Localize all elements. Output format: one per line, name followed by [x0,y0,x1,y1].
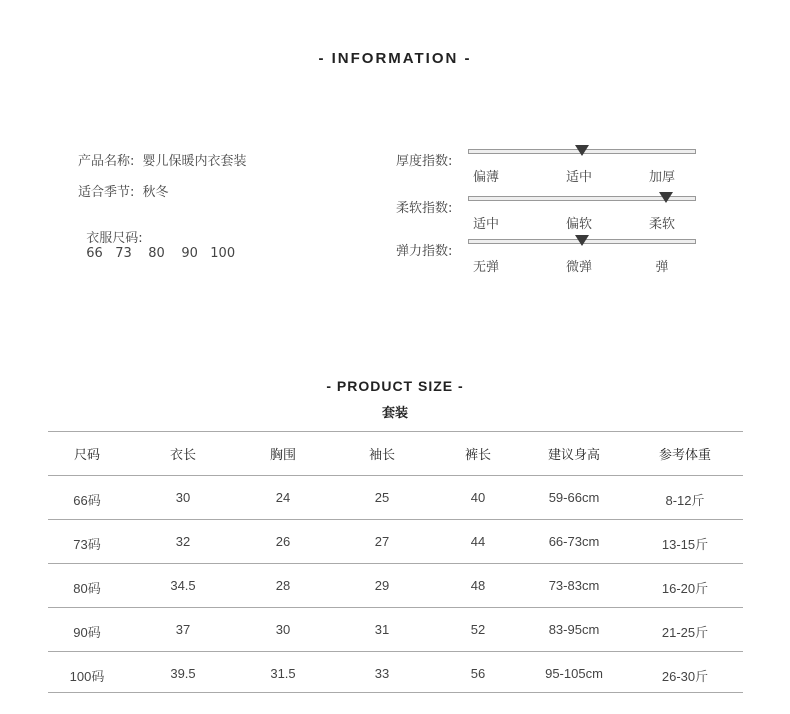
index-marker [659,192,673,203]
index-label: 厚度指数: [396,154,453,169]
product-name-label: 产品名称: [78,154,135,169]
table-cell: 31 [374,622,390,637]
table-cell: 26-30斤 [661,669,709,684]
table-cell: 28 [275,578,291,593]
table-divider [48,519,743,520]
table-header-cell: 参考体重 [658,447,711,462]
sizes-label: 衣服尺码: [86,231,143,246]
table-cell: 31.5 [270,666,296,681]
table-divider [48,692,743,693]
table-cell: 34.5 [170,578,196,593]
index-marker [575,235,589,246]
table-cell: 44 [470,534,486,549]
product-size-subtitle: 套装 [381,406,408,421]
table-cell: 83-95cm [548,622,600,637]
table-cell: 59-66cm [548,490,600,505]
table-divider [48,563,743,564]
index-option: 偏软 [565,217,592,232]
table-cell: 48 [470,578,486,593]
table-cell: 73-83cm [548,578,600,593]
table-cell: 24 [275,490,291,505]
product-size-title: - PRODUCT SIZE - [326,378,464,394]
index-option: 适中 [565,170,592,185]
table-cell: 37 [175,622,191,637]
table-cell: 95-105cm [545,666,603,681]
table-cell: 66-73cm [548,534,600,549]
table-cell: 30 [175,490,191,505]
table-cell: 8-12斤 [665,493,705,508]
table-cell: 32 [175,534,191,549]
season-value: 秋冬 [142,185,169,200]
table-header-cell: 胸围 [269,447,296,462]
table-divider [48,651,743,652]
table-cell: 16-20斤 [661,581,709,596]
index-option: 弹 [655,260,669,275]
table-cell: 66码 [73,493,101,508]
sizes-value: 66 73 80 90 100 [86,246,236,261]
table-header-cell: 裤长 [464,447,491,462]
table-cell: 80码 [73,581,101,596]
index-option: 柔软 [648,217,675,232]
table-cell: 30 [275,622,291,637]
table-cell: 100码 [69,669,105,684]
product-name-line [78,150,247,169]
table-divider [48,431,743,432]
index-label: 柔软指数: [396,201,453,216]
product-name-value: 婴儿保暖内衣套装 [142,154,247,169]
table-divider [48,475,743,476]
index-option: 微弹 [565,260,592,275]
table-header-cell: 尺码 [73,447,100,462]
table-cell: 39.5 [170,666,196,681]
table-cell: 25 [374,490,390,505]
information-title: - INFORMATION - [318,50,472,67]
table-cell: 29 [374,578,390,593]
table-header-cell: 建议身高 [547,447,600,462]
table-cell: 13-15斤 [661,537,709,552]
table-cell: 40 [470,490,486,505]
table-header-cell: 衣长 [169,447,196,462]
table-cell: 73码 [73,537,101,552]
table-header-cell: 袖长 [368,447,395,462]
table-cell: 56 [470,666,486,681]
index-option: 加厚 [648,170,675,185]
index-label: 弹力指数: [396,244,453,259]
table-cell: 27 [374,534,390,549]
table-cell: 21-25斤 [661,625,709,640]
table-cell: 26 [275,534,291,549]
index-option: 无弹 [472,260,499,275]
table-divider [48,607,743,608]
table-cell: 52 [470,622,486,637]
table-cell: 90码 [73,625,101,640]
table-cell: 33 [374,666,390,681]
index-marker [575,145,589,156]
index-option: 适中 [472,217,499,232]
sizes-line [78,212,235,261]
index-option: 偏薄 [472,170,499,185]
season-line [78,181,169,200]
season-label: 适合季节: [78,185,135,200]
